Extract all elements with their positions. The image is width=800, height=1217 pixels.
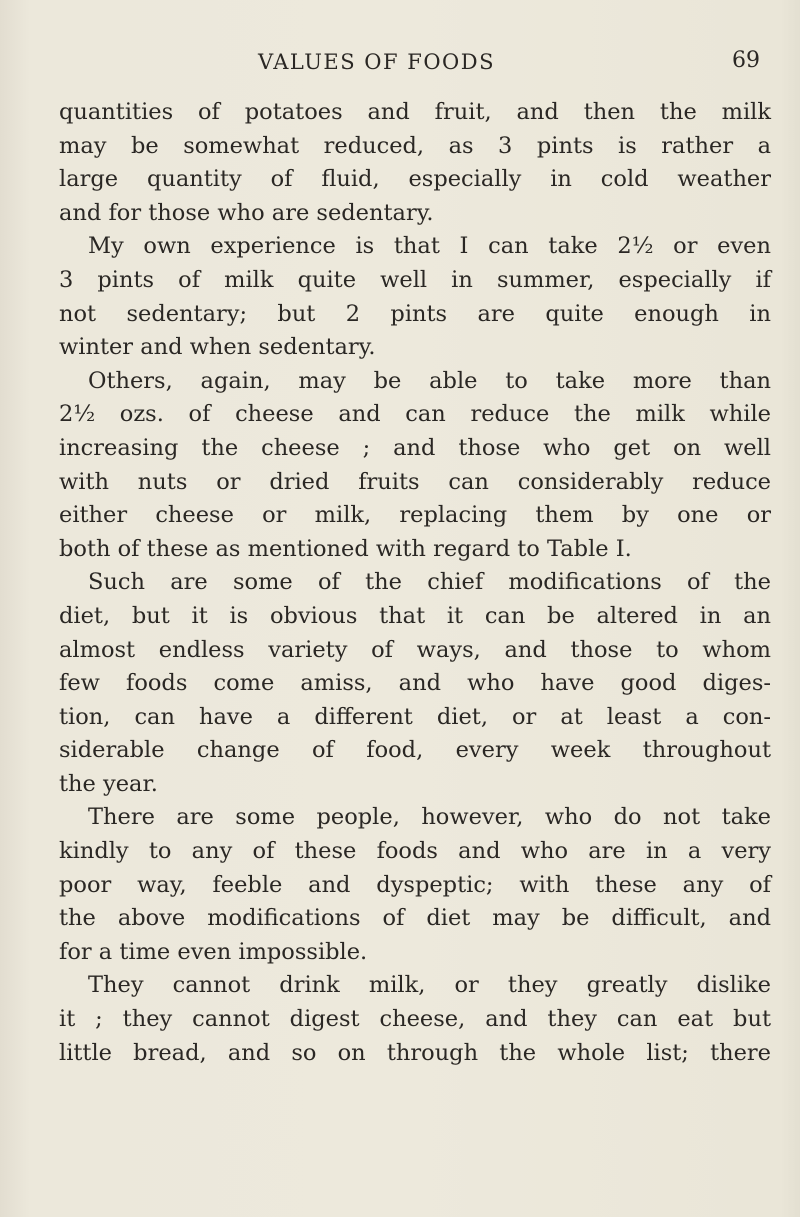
text-line: tion, can have a different diet, or at least a con- xyxy=(59,703,771,730)
text-line: increasing the cheese ; and those who get on well xyxy=(59,434,771,461)
text-line: 2½ ozs. of cheese and can reduce the milk while xyxy=(59,401,771,428)
paragraph-first-line: My own experience is that I can take 2½ or even xyxy=(88,233,771,260)
text-line: poor way, feeble and dyspeptic; with these any of xyxy=(59,871,771,898)
text-line: few foods come amiss, and who have good diges- xyxy=(59,670,771,697)
text-line: siderable change of food, every week throughout xyxy=(59,737,771,764)
text-line: and for those who are sedentary. xyxy=(59,199,434,226)
text-line: the year. xyxy=(59,770,158,797)
text-line: for a time even impossible. xyxy=(59,938,368,965)
text-line: winter and when sedentary. xyxy=(59,334,376,361)
paragraph-first-line: There are some people, however, who do not take xyxy=(88,804,771,831)
text-line: little bread, and so on through the whole list; there xyxy=(59,1039,771,1066)
text-line: large quantity of fluid, especially in cold weather xyxy=(59,166,771,193)
text-line: it ; they cannot digest cheese, and they can eat but xyxy=(59,1006,771,1033)
paragraph-first-line: They cannot drink milk, or they greatly dislike xyxy=(88,972,771,999)
text-line: the above modifications of diet may be difficult, and xyxy=(59,905,771,932)
text-line: both of these as mentioned with regard to Table I. xyxy=(59,535,632,562)
text-line: with nuts or dried fruits can considerably reduce xyxy=(59,468,771,495)
text-line: diet, but it is obvious that it can be altered in an xyxy=(59,602,771,629)
page-header xyxy=(0,46,800,82)
text-line: either cheese or milk, replacing them by one or xyxy=(59,502,771,529)
text-line: not sedentary; but 2 pints are quite enough in xyxy=(59,300,771,327)
page-number: 69 xyxy=(732,48,760,73)
text-line: 3 pints of milk quite well in summer, especially if xyxy=(59,266,771,293)
text-line: quantities of potatoes and fruit, and then the milk xyxy=(59,99,771,125)
text-line: kindly to any of these foods and who are in a very xyxy=(59,838,771,865)
paragraph-first-line: Others, again, may be able to take more than xyxy=(88,367,771,394)
running-title: VALUES OF FOODS xyxy=(258,50,495,74)
text-line: almost endless variety of ways, and those to whom xyxy=(59,636,771,663)
paragraph-first-line: Such are some of the chief modifications of the xyxy=(88,569,771,596)
text-line: may be somewhat reduced, as 3 pints is rather a xyxy=(59,132,771,159)
body-text xyxy=(59,96,771,1070)
